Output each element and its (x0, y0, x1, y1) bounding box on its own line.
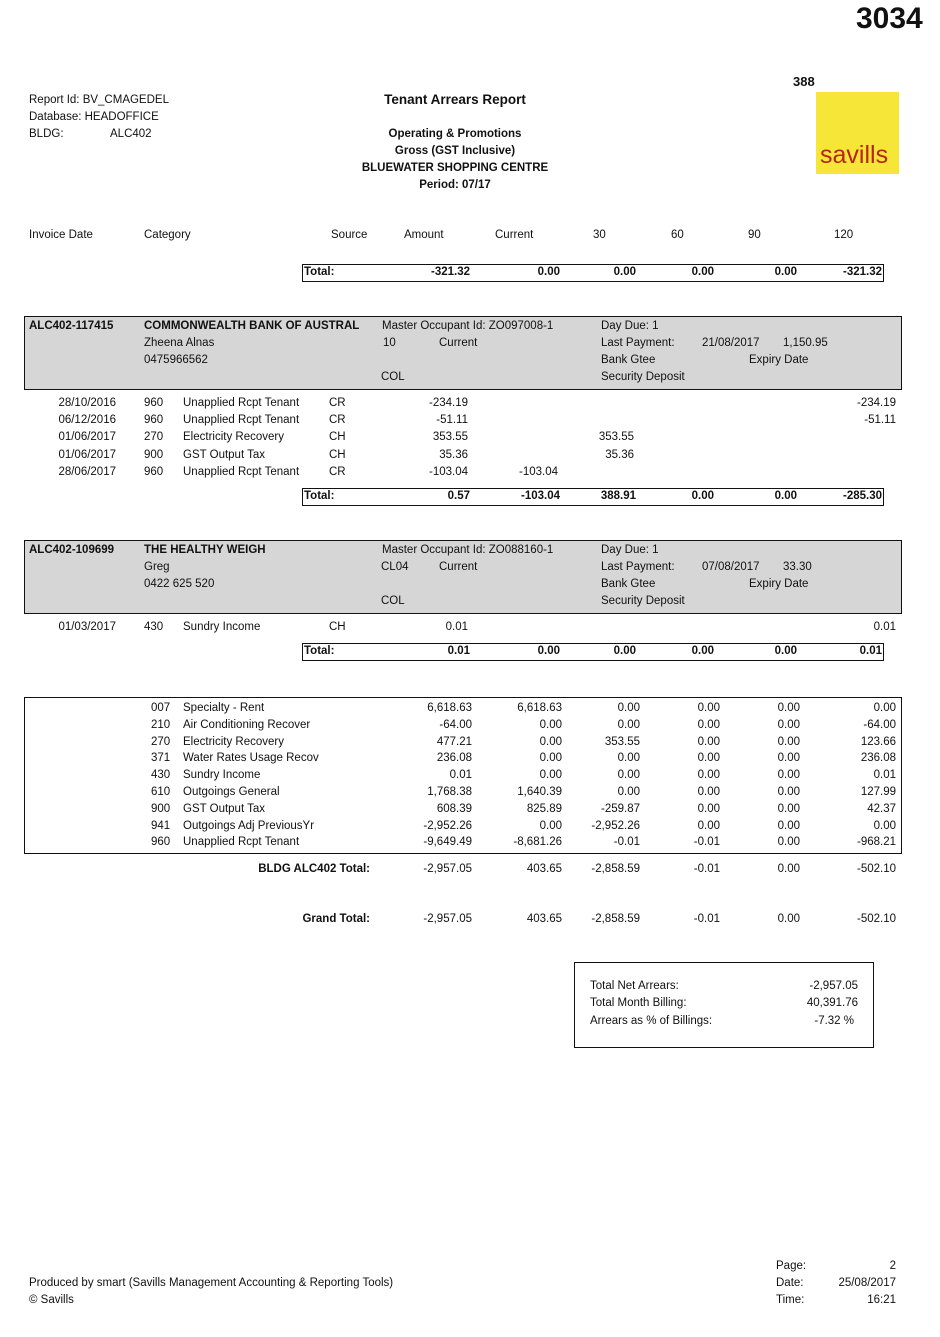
tenant2-expiry: Expiry Date (749, 578, 809, 590)
line-amount: 353.55 (432, 431, 468, 444)
summary-120: 127.99 (860, 786, 896, 798)
document-number: 3034 (856, 2, 923, 35)
summary-60: 0.00 (697, 752, 720, 765)
summary-description: Electricity Recovery (183, 735, 284, 748)
bldg-total-120: -502.10 (856, 863, 896, 875)
summary-90: 0.00 (777, 836, 800, 849)
col-source: Source (331, 229, 368, 241)
subtitle-1: Operating & Promotions (388, 128, 522, 140)
summary-60: 0.00 (697, 702, 720, 714)
period: Period: 07/17 (419, 179, 491, 191)
line-30: 353.55 (598, 431, 634, 444)
grand-total-60: -0.01 (693, 913, 720, 925)
summary-code: 007 (151, 702, 171, 714)
summary-amount: -2,952.26 (423, 819, 472, 832)
month-billing-label: Total Month Billing: (590, 997, 687, 1009)
summary-code: 210 (151, 718, 171, 731)
summary-code: 270 (151, 735, 171, 748)
bldg-total-60: -0.01 (693, 863, 720, 875)
tenant1-total-label: Total: (304, 490, 335, 502)
grand-total-amount: -2,957.05 (423, 913, 472, 925)
summary-amount: 0.01 (449, 769, 472, 782)
savills-logo (816, 92, 899, 174)
summary-code: 900 (151, 802, 171, 815)
summary-amount: 477.21 (436, 735, 472, 748)
summary-30: -2,952.26 (591, 819, 640, 832)
grand-total-label: Grand Total: (302, 913, 370, 925)
tenant1-unit: 10 (383, 337, 396, 349)
net-arrears-label: Total Net Arrears: (590, 980, 679, 992)
line-source: CR (329, 465, 346, 478)
report-id: Report Id: BV_CMAGEDEL (29, 94, 169, 106)
summary-60: 0.00 (697, 769, 720, 782)
tenant1-total-amount: 0.57 (447, 490, 470, 502)
line-date: 01/06/2017 (58, 431, 116, 444)
line-amount: -103.04 (428, 465, 468, 478)
grand-total-120: -502.10 (856, 913, 896, 925)
line-30: 35.36 (605, 448, 634, 461)
line-current: -103.04 (518, 465, 558, 478)
summary-90: 0.00 (777, 769, 800, 782)
tenant1-total-30: 388.91 (600, 490, 636, 502)
tenant1-last-payment-amt: 1,150.95 (783, 337, 828, 349)
tenant1-code: ALC402-117415 (29, 320, 114, 332)
tenant2-security: Security Deposit (601, 595, 685, 607)
summary-60: 0.00 (697, 819, 720, 832)
summary-row (0, 702, 940, 718)
summary-120: 0.00 (873, 702, 896, 714)
summary-90: 0.00 (777, 735, 800, 748)
grand-total-current: 403.65 (526, 913, 562, 925)
summary-90: 0.00 (777, 718, 800, 731)
line-date: 01/03/2017 (58, 621, 116, 633)
summary-row (0, 769, 940, 785)
footer-produced: Produced by smart (Savills Management Accounting & Reporting Tools) (29, 1277, 394, 1289)
tenant2-col: COL (381, 595, 405, 607)
net-arrears-value: -2,957.05 (809, 980, 858, 992)
summary-30: -0.01 (613, 836, 640, 849)
summary-120: 42.37 (867, 802, 896, 815)
line-120: 0.01 (873, 621, 896, 633)
bldg-total-90: 0.00 (777, 863, 800, 875)
col-120: 120 (834, 229, 854, 241)
footer-page-label: Page: (776, 1260, 807, 1272)
top-total-label: Total: (304, 266, 335, 278)
tenant2-code: ALC402-109699 (29, 544, 115, 556)
tenant2-contact: Greg (144, 561, 170, 573)
summary-60: -0.01 (693, 836, 720, 849)
tenant2-last-payment: Last Payment: (601, 561, 675, 573)
summary-description: Outgoings General (183, 786, 280, 798)
tenant2-total-90: 0.00 (774, 645, 797, 657)
summary-current: 0.00 (539, 718, 562, 731)
summary-description: Water Rates Usage Recov (183, 752, 319, 765)
bldg-label: BLDG: (29, 128, 64, 140)
line-description: Unapplied Rcpt Tenant (183, 414, 300, 427)
logo-text: savills (820, 141, 889, 169)
summary-row (0, 752, 940, 768)
summary-30: 0.00 (617, 786, 640, 798)
bldg-total-amount: -2,957.05 (423, 863, 472, 875)
summary-amount: 6,618.63 (427, 702, 472, 714)
bldg-total-label: BLDG ALC402 Total: (258, 863, 370, 875)
tenant1-phone: 0475966562 (144, 354, 208, 366)
summary-30: 0.00 (617, 702, 640, 714)
tenant1-total-current: -103.04 (520, 490, 560, 502)
tenant2-bank-gtee: Bank Gtee (601, 578, 656, 590)
table-row (0, 449, 940, 465)
tenant2-total-amount: 0.01 (447, 645, 470, 657)
line-description: Unapplied Rcpt Tenant (183, 465, 300, 478)
summary-90: 0.00 (777, 752, 800, 765)
line-description: Unapplied Rcpt Tenant (183, 397, 300, 409)
bldg-total-current: 403.65 (526, 863, 562, 875)
subtitle-2: Gross (GST Inclusive) (394, 145, 516, 157)
summary-120: 236.08 (860, 752, 896, 765)
line-amount: -234.19 (428, 397, 468, 409)
summary-row (0, 786, 940, 802)
tenant1-last-payment: Last Payment: (601, 337, 675, 349)
tenant2-total-60: 0.00 (691, 645, 714, 657)
subtitle-3: BLUEWATER SHOPPING CENTRE (361, 162, 549, 174)
line-code: 960 (144, 414, 164, 427)
footer-date-label: Date: (776, 1277, 804, 1289)
summary-row (0, 820, 940, 836)
summary-90: 0.00 (777, 802, 800, 815)
database: Database: HEADOFFICE (29, 111, 159, 123)
summary-current: 0.00 (539, 752, 562, 765)
summary-90: 0.00 (777, 819, 800, 832)
table-row (0, 397, 940, 413)
tenant2-total-current: 0.00 (537, 645, 560, 657)
tenant1-expiry: Expiry Date (749, 354, 809, 366)
summary-120: -968.21 (856, 836, 896, 849)
summary-120: 123.66 (860, 735, 896, 748)
tenant1-day-due: Day Due: 1 (601, 320, 659, 332)
summary-amount: -9,649.49 (423, 836, 472, 849)
line-code: 960 (144, 465, 164, 478)
summary-current: 0.00 (539, 735, 562, 748)
summary-current: 0.00 (539, 769, 562, 782)
summary-row (0, 736, 940, 752)
line-source: CR (329, 414, 346, 427)
line-date: 06/12/2016 (58, 414, 116, 427)
line-amount: -51.11 (436, 414, 468, 427)
tenant2-master: Master Occupant Id: ZO088160-1 (382, 544, 554, 556)
tenant1-bank-gtee: Bank Gtee (601, 354, 656, 366)
arrears-pct-value: -7.32 % (814, 1015, 854, 1027)
tenant1-security: Security Deposit (601, 371, 685, 383)
summary-amount: 1,768.38 (427, 786, 472, 798)
col-current: Current (495, 229, 534, 241)
tenant1-status: Current (439, 337, 478, 349)
summary-description: Unapplied Rcpt Tenant (183, 836, 300, 849)
line-source: CH (329, 431, 346, 444)
summary-120: -64.00 (863, 718, 896, 731)
stamp-number: 388 (793, 74, 815, 89)
arrears-pct-label: Arrears as % of Billings: (590, 1015, 713, 1027)
summary-description: GST Output Tax (183, 802, 266, 815)
line-description: Electricity Recovery (183, 431, 284, 444)
summary-current: 1,640.39 (517, 786, 562, 798)
line-120: -234.19 (856, 397, 896, 409)
summary-code: 941 (151, 819, 171, 832)
grand-total-90: 0.00 (777, 913, 800, 925)
top-total-120: -321.32 (842, 266, 882, 278)
bldg-value: ALC402 (110, 128, 152, 140)
summary-current: -8,681.26 (513, 836, 562, 849)
summary-amount: -64.00 (439, 718, 472, 731)
summary-code: 371 (151, 752, 171, 765)
col-90: 90 (748, 229, 761, 241)
top-total-90: 0.00 (774, 266, 797, 278)
summary-60: 0.00 (697, 802, 720, 815)
tenant2-name: THE HEALTHY WEIGH (144, 544, 266, 556)
summary-amount: 236.08 (436, 752, 472, 765)
top-total-30: 0.00 (613, 266, 636, 278)
summary-current: 825.89 (526, 802, 562, 815)
tenant2-unit: CL04 (381, 561, 409, 573)
footer-copyright: © Savills (29, 1294, 74, 1306)
tenant1-master: Master Occupant Id: ZO097008-1 (382, 320, 554, 332)
col-invoice-date: Invoice Date (29, 229, 93, 241)
tenant2-day-due: Day Due: 1 (601, 544, 659, 556)
summary-60: 0.00 (697, 718, 720, 731)
tenant2-last-payment-amt: 33.30 (783, 561, 812, 573)
table-row (0, 466, 940, 482)
bldg-total-30: -2,858.59 (591, 863, 640, 875)
col-category: Category (144, 229, 191, 241)
summary-120: 0.01 (873, 769, 896, 782)
summary-90: 0.00 (777, 786, 800, 798)
summary-code: 960 (151, 836, 171, 849)
summary-code: 430 (151, 769, 171, 782)
col-amount: Amount (404, 229, 444, 241)
summary-30: 0.00 (617, 752, 640, 765)
table-row (0, 431, 940, 447)
summary-60: 0.00 (697, 735, 720, 748)
table-row (0, 414, 940, 430)
summary-120: 0.00 (873, 819, 896, 832)
summary-row (0, 836, 940, 852)
summary-description: Air Conditioning Recover (183, 718, 311, 731)
line-code: 900 (144, 448, 164, 461)
tenant1-total-60: 0.00 (691, 490, 714, 502)
top-total-60: 0.00 (691, 266, 714, 278)
line-code: 960 (144, 397, 164, 409)
line-description: Sundry Income (183, 621, 261, 633)
top-total-amount: -321.32 (430, 266, 470, 278)
tenant1-contact: Zheena Alnas (144, 337, 215, 349)
footer-time-value: 16:21 (867, 1294, 896, 1306)
line-120: -51.11 (864, 414, 896, 427)
line-date: 28/06/2017 (58, 465, 116, 478)
line-source: CH (329, 621, 346, 633)
table-row (0, 621, 940, 637)
summary-30: 353.55 (604, 735, 640, 748)
summary-row (0, 803, 940, 819)
report-title: Tenant Arrears Report (384, 92, 526, 107)
tenant1-total-90: 0.00 (774, 490, 797, 502)
summary-description: Sundry Income (183, 769, 261, 782)
line-code: 430 (144, 621, 164, 633)
tenant1-col: COL (381, 371, 405, 383)
line-code: 270 (144, 431, 164, 444)
line-date: 28/10/2016 (58, 397, 116, 409)
col-30: 30 (593, 229, 606, 241)
line-source: CR (329, 397, 346, 409)
col-60: 60 (671, 229, 684, 241)
summary-code: 610 (151, 786, 171, 798)
month-billing-value: 40,391.76 (806, 997, 858, 1009)
tenant1-last-payment-date: 21/08/2017 (702, 337, 760, 349)
footer-time-label: Time: (776, 1294, 805, 1306)
summary-30: 0.00 (617, 769, 640, 782)
grand-total-30: -2,858.59 (591, 913, 640, 925)
summary-current: 0.00 (539, 819, 562, 832)
top-total-current: 0.00 (537, 266, 560, 278)
line-description: GST Output Tax (183, 448, 266, 461)
line-amount: 0.01 (445, 621, 468, 633)
tenant2-status: Current (439, 561, 478, 573)
summary-amount: 608.39 (436, 802, 472, 815)
summary-row (0, 719, 940, 735)
footer-date-value: 25/08/2017 (838, 1277, 896, 1289)
summary-description: Outgoings Adj PreviousYr (183, 819, 315, 832)
tenant1-total-120: -285.30 (842, 490, 882, 502)
tenant2-phone: 0422 625 520 (144, 578, 215, 590)
tenant2-last-payment-date: 07/08/2017 (702, 561, 760, 573)
summary-90: 0.00 (777, 702, 800, 714)
tenant1-name: COMMONWEALTH BANK OF AUSTRAL (144, 320, 360, 332)
line-date: 01/06/2017 (58, 448, 116, 461)
footer-page-value: 2 (889, 1260, 896, 1272)
tenant2-total-120: 0.01 (859, 645, 882, 657)
summary-60: 0.00 (697, 786, 720, 798)
summary-30: -259.87 (600, 802, 640, 815)
line-source: CH (329, 448, 346, 461)
summary-description: Specialty - Rent (183, 702, 265, 714)
summary-30: 0.00 (617, 718, 640, 731)
tenant2-total-30: 0.00 (613, 645, 636, 657)
line-amount: 35.36 (439, 448, 468, 461)
summary-current: 6,618.63 (517, 702, 562, 714)
tenant2-total-label: Total: (304, 645, 335, 657)
